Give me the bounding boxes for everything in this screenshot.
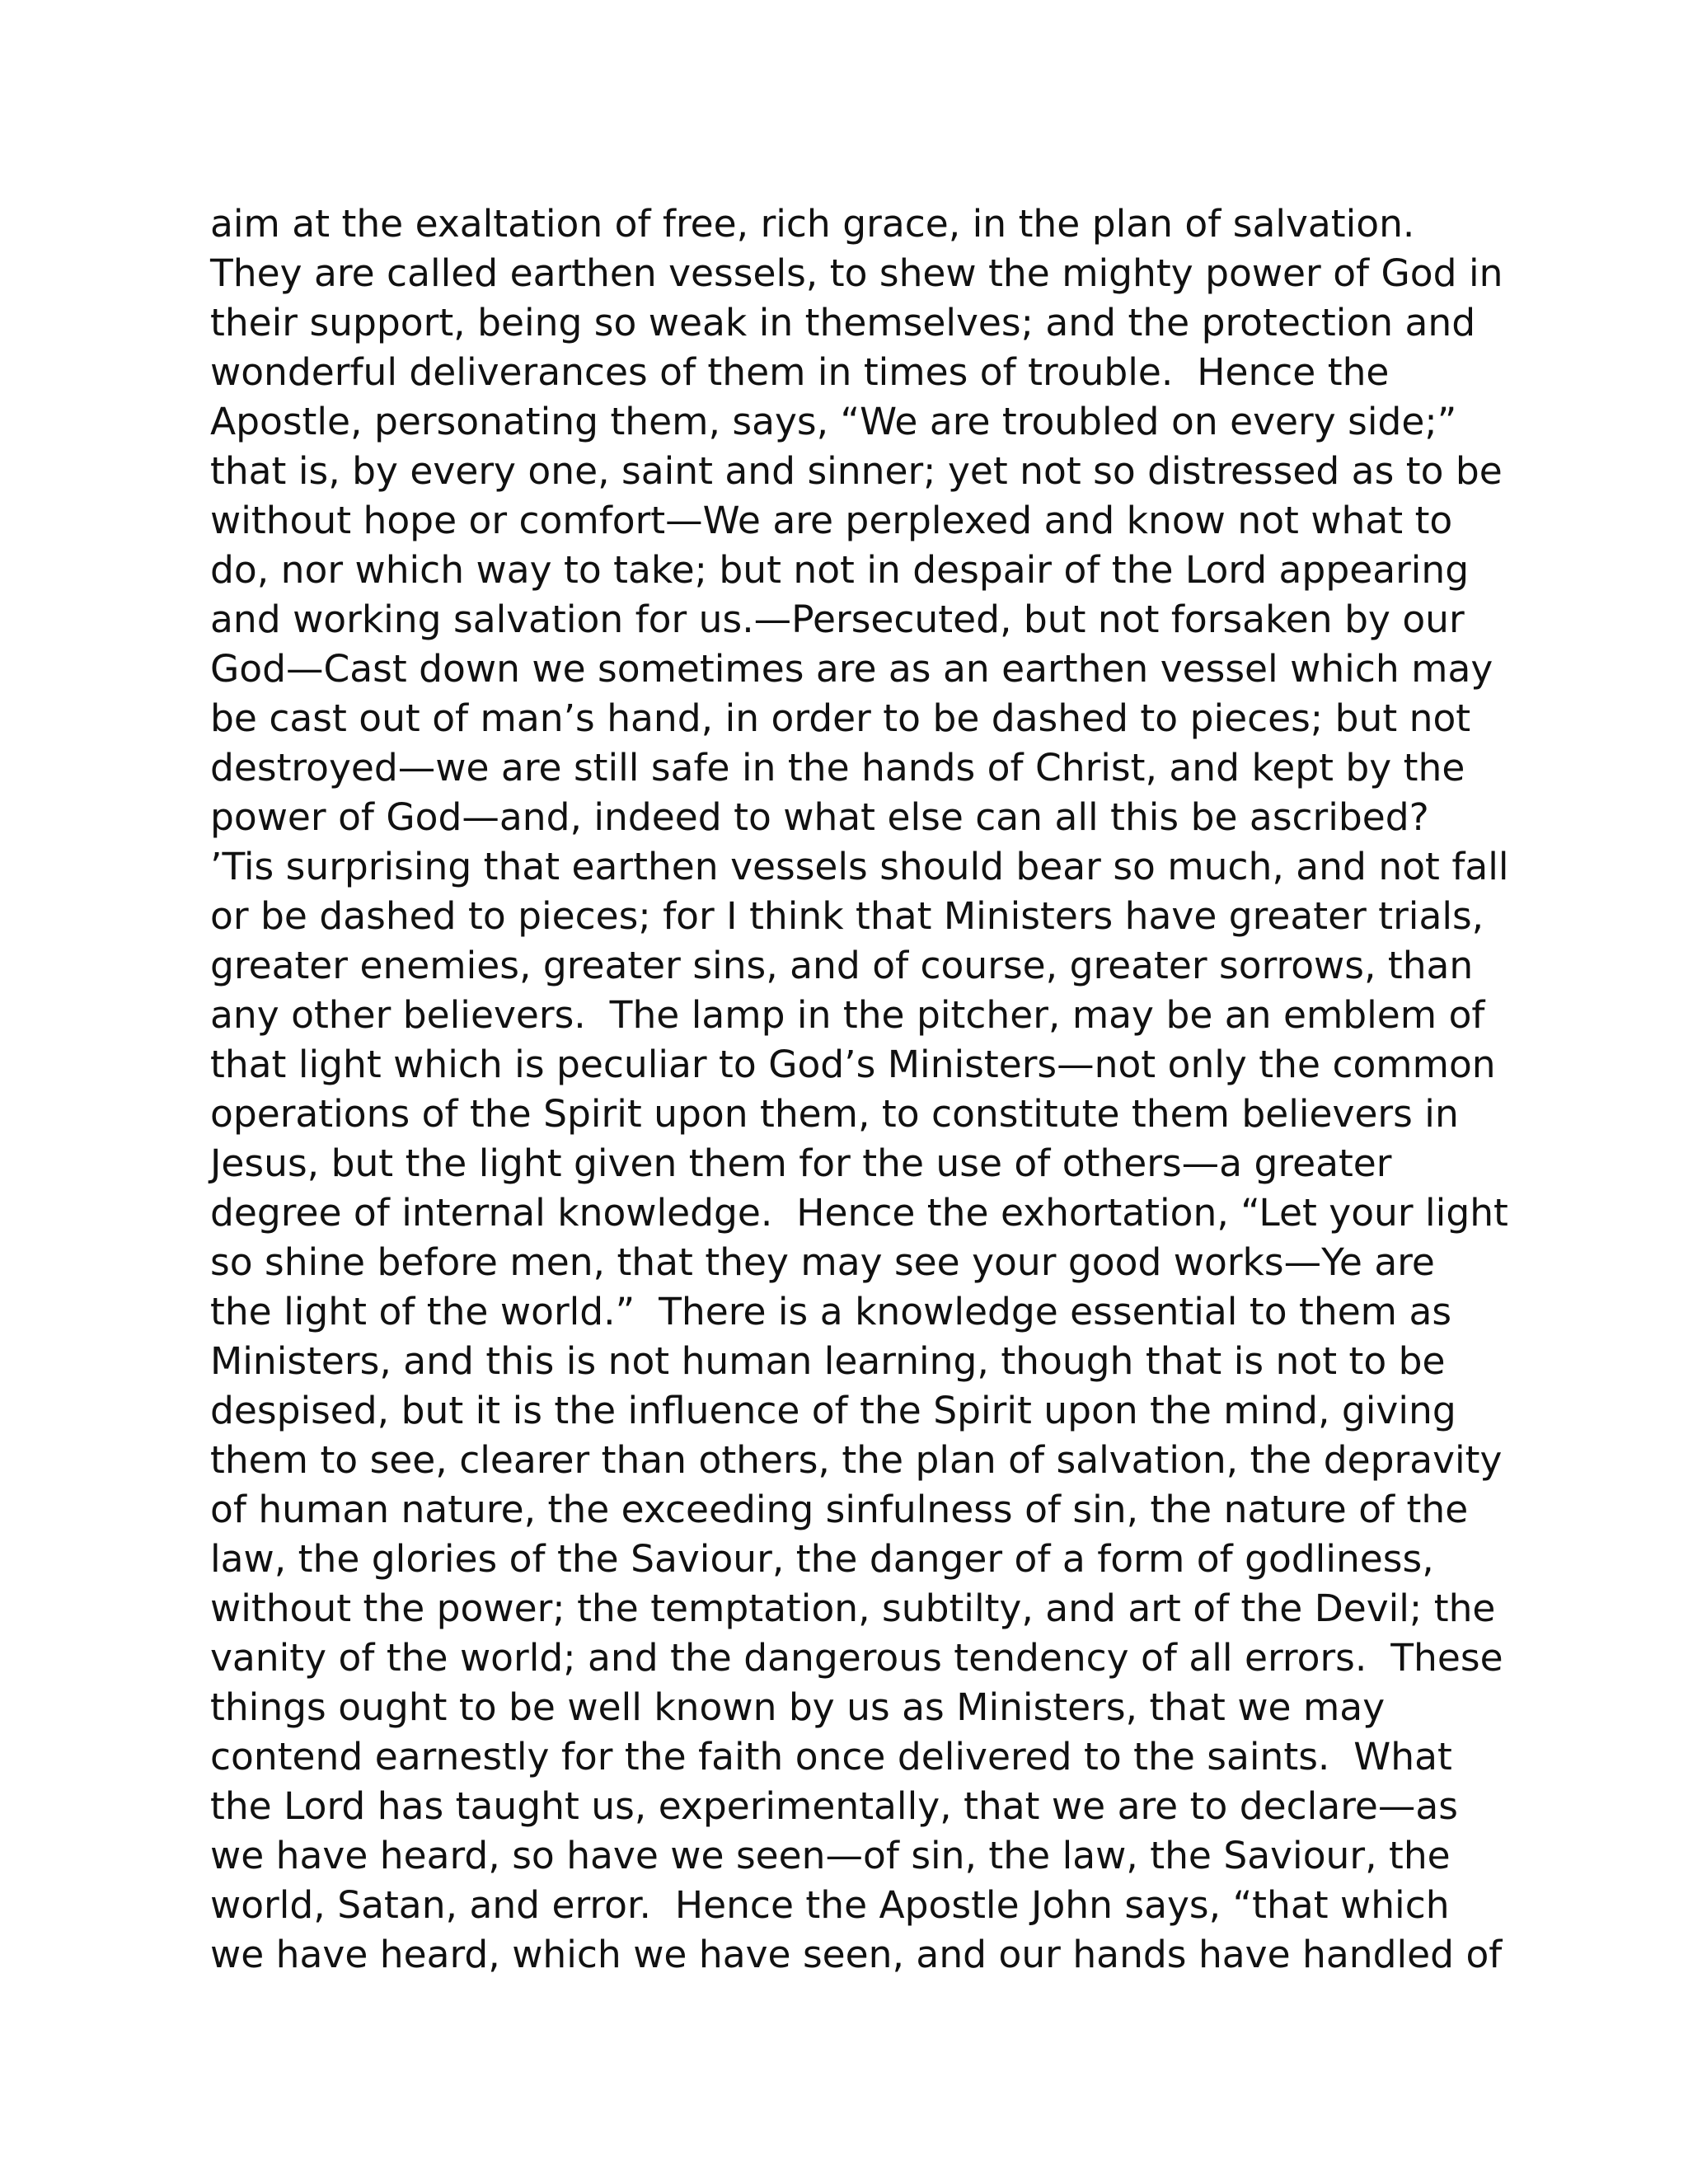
text-line: destroyed—we are still safe in the hands of Christ, and kept by the [210, 746, 1465, 790]
text-line: vanity of the world; and the dangerous tendency of all errors. These [210, 1636, 1503, 1680]
text-line: world, Satan, and error. Hence the Apostle John says, “that which [210, 1883, 1450, 1927]
text-line: their support, being so weak in themselves; and the protection and [210, 301, 1476, 344]
text-line: without hope or comfort—We are perplexed and know not what to [210, 499, 1453, 542]
text-line: They are called earthen vessels, to shew the mighty power of God in [210, 251, 1503, 295]
text-line: be cast out of man’s hand, in order to be dashed to pieces; but not [210, 696, 1471, 740]
text-line: Jesus, but the light given them for the use of others—a greater [210, 1141, 1392, 1185]
text-line: and working salvation for us.—Persecuted, but not forsaken by our [210, 598, 1465, 641]
text-line: without the power; the temptation, subtilty, and art of the Devil; the [210, 1586, 1496, 1630]
text-line: that light which is peculiar to God’s Ministers—not only the common [210, 1043, 1496, 1086]
text-line: them to see, clearer than others, the plan of salvation, the depravity [210, 1438, 1503, 1482]
text-line: Ministers, and this is not human learning, though that is not to be [210, 1339, 1446, 1383]
text-line: so shine before men, that they may see your good works—Ye are [210, 1240, 1435, 1284]
text-line: wonderful deliverances of them in times of trouble. Hence the [210, 350, 1390, 394]
text-line: we have heard, so have we seen—of sin, the law, the Saviour, the [210, 1834, 1451, 1877]
text-line: greater enemies, greater sins, and of course, greater sorrows, than [210, 944, 1474, 987]
text-line: Apostle, personating them, says, “We are troubled on every side;” [210, 400, 1457, 443]
text-line: do, nor which way to take; but not in despair of the Lord appearing [210, 548, 1470, 592]
text-line: God—Cast down we sometimes are as an earthen vessel which may [210, 647, 1493, 691]
text-line: contend earnestly for the faith once delivered to the saints. What [210, 1735, 1452, 1779]
text-line: or be dashed to pieces; for I think that Ministers have greater trials, [210, 894, 1484, 938]
text-line: that is, by every one, saint and sinner; yet not so distressed as to be [210, 449, 1503, 493]
text-line: the Lord has taught us, experimentally, that we are to declare—as [210, 1784, 1458, 1828]
text-line: any other believers. The lamp in the pitcher, may be an emblem of [210, 993, 1485, 1037]
text-line: we have heard, which we have seen, and our hands have handled of [210, 1933, 1503, 1976]
text-line: operations of the Spirit upon them, to constitute them believers in [210, 1092, 1459, 1136]
text-line: aim at the exaltation of free, rich grace, in the plan of salvation. [210, 202, 1415, 246]
text-line: of human nature, the exceeding sinfulness of sin, the nature of the [210, 1488, 1469, 1531]
text-line: power of God—and, indeed to what else can all this be ascribed? [210, 795, 1429, 839]
text-line: degree of internal knowledge. Hence the exhortation, “Let your light [210, 1191, 1508, 1235]
text-line: the light of the world.” There is a knowledge essential to them as [210, 1290, 1452, 1333]
text-line: law, the glories of the Saviour, the danger of a form of godliness, [210, 1537, 1434, 1581]
text-line: things ought to be well known by us as Ministers, that we may [210, 1685, 1386, 1729]
body-text [210, 199, 1562, 1980]
text-line: ’Tis surprising that earthen vessels should bear so much, and not fall [210, 845, 1509, 888]
text-line: despised, but it is the influence of the Spirit upon the mind, giving [210, 1389, 1456, 1432]
